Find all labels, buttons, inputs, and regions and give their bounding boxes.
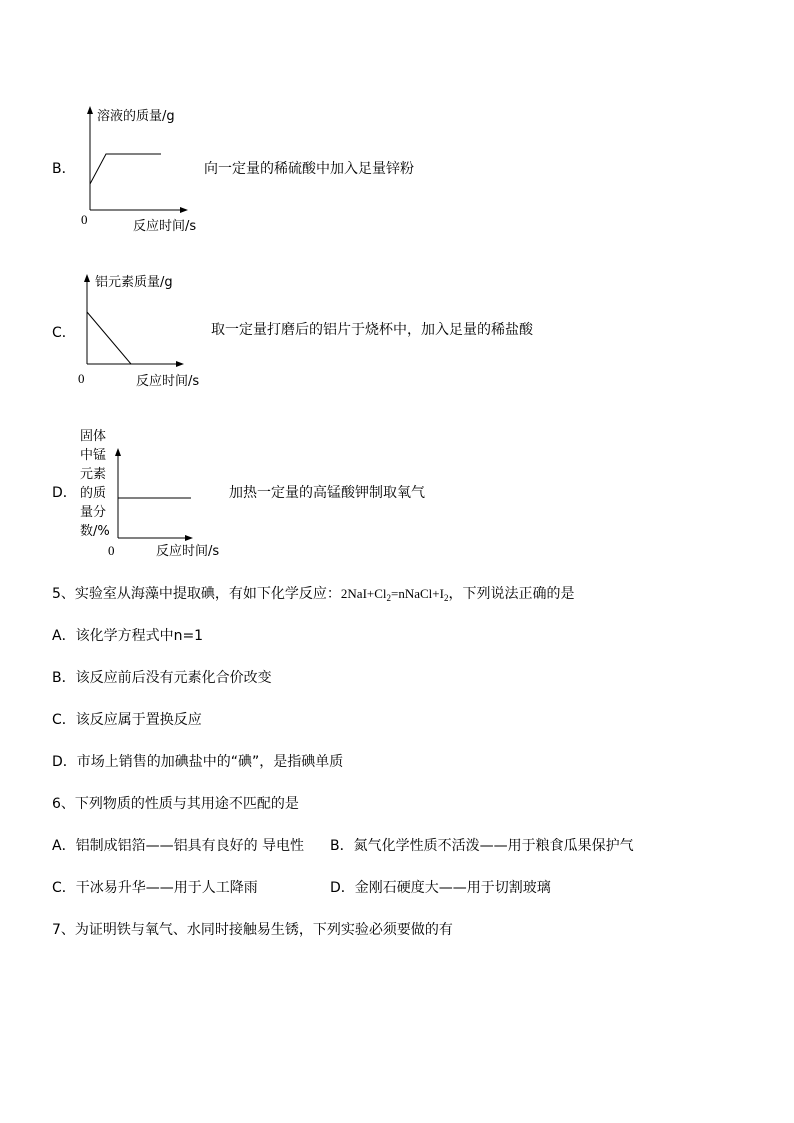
question-6-option-b: B．氮气化学性质不活泼——用于粮食瓜果保护气 <box>330 838 634 854</box>
graph-d-ylabel-line6: 数/% <box>80 524 110 539</box>
question-6-option-c: C．干冰易升华——用于人工降雨 <box>52 880 258 896</box>
question-5-equation <box>341 586 449 601</box>
graph-c-origin: 0 <box>78 371 85 386</box>
graph-d-ylabel-line3: 元素 <box>80 467 107 482</box>
question-5-stem <box>52 587 574 603</box>
option-d-label: D． <box>52 485 77 501</box>
graph-c-description: 取一定量打磨后的铝片于烧杯中，加入足量的稀盐酸 <box>211 322 533 338</box>
question-5-option-b: B．该反应前后没有元素化合价改变 <box>52 670 272 686</box>
option-b-label: B． <box>52 161 76 177</box>
graph-b-curve <box>90 154 161 184</box>
graph-b-plot <box>78 100 198 220</box>
graph-d-x-arrow <box>185 535 193 541</box>
graph-c-plot <box>77 266 197 376</box>
graph-d-ylabel-line1: 固体 <box>80 429 107 444</box>
question-6-option-a: A．铝制成铝箔——铝具有良好的 导电性 <box>52 838 305 854</box>
graph-c-ylabel: 铝元素质量/g <box>95 275 173 290</box>
equation-part-a: 2NaI+Cl <box>340 586 387 601</box>
question-5-option-c: C．该反应属于置换反应 <box>52 712 202 728</box>
question-6-option-d: D．金刚石硬度大——用于切割玻璃 <box>330 880 551 896</box>
graph-d-xlabel: 反应时间/s <box>156 544 220 559</box>
graph-c-y-arrow <box>84 274 90 282</box>
graph-b-xlabel: 反应时间/s <box>133 219 197 234</box>
graph-d-plot <box>108 440 208 550</box>
graph-b-x-arrow <box>180 207 188 213</box>
equation-subscript-1: 2 <box>386 593 392 603</box>
option-c-label: C． <box>52 325 76 341</box>
graph-d-origin: 0 <box>108 543 115 558</box>
graph-c-xlabel: 反应时间/s <box>136 374 200 389</box>
question-5-stem-post: ，下列说法正确的是 <box>448 586 575 602</box>
question-5-option-d: D．市场上销售的加碘盐中的“碘”，是指碘单质 <box>52 754 344 770</box>
graph-c-x-arrow <box>176 361 184 367</box>
graph-b-description: 向一定量的稀硫酸中加入足量锌粉 <box>204 161 414 177</box>
equation-part-b: =nNaCl+I <box>391 586 444 601</box>
graph-d-ylabel-line4: 的质 <box>80 486 107 501</box>
question-7-stem: 7、为证明铁与氧气、水同时接触易生锈，下列实验必须要做的有 <box>52 922 453 938</box>
graph-b-y-arrow <box>87 106 93 114</box>
question-5-stem-pre: 5、实验室从海藻中提取碘，有如下化学反应： <box>52 586 341 602</box>
graph-c-curve <box>87 312 131 364</box>
question-5-option-a: A．该化学方程式中n=1 <box>52 628 204 644</box>
equation-subscript-2: 2 <box>443 593 449 603</box>
graph-b-ylabel: 溶液的质量/g <box>97 109 175 124</box>
graph-d-y-arrow <box>115 448 121 456</box>
graph-d-description: 加热一定量的高锰酸钾制取氧气 <box>229 485 425 501</box>
graph-d-ylabel-line5: 量分 <box>80 505 107 520</box>
graph-d-ylabel-line2: 中锰 <box>80 448 107 463</box>
graph-b-origin: 0 <box>81 212 88 227</box>
question-6-stem: 6、下列物质的性质与其用途不匹配的是 <box>52 796 299 812</box>
